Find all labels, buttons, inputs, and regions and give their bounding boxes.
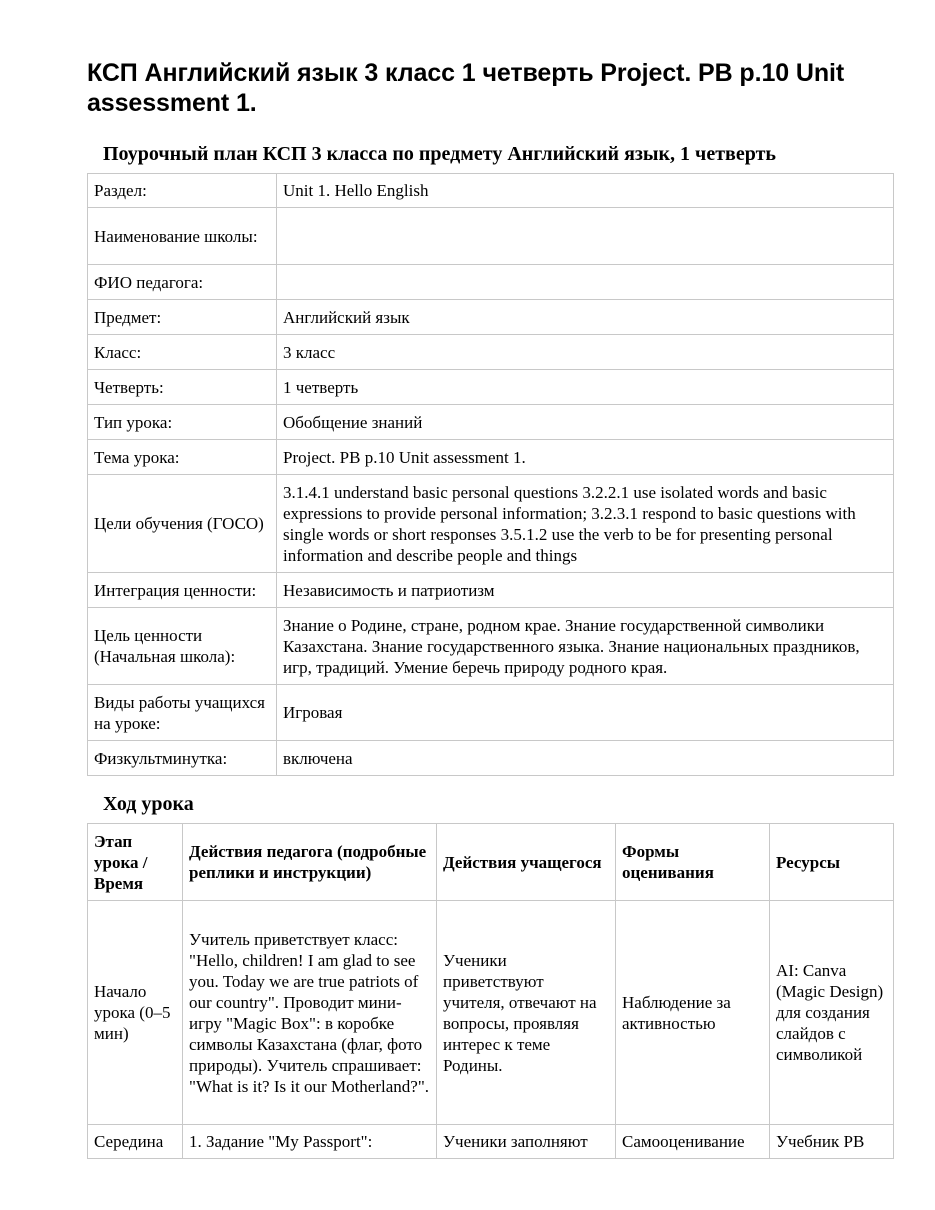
document-page bbox=[87, 58, 893, 1159]
table-row bbox=[88, 335, 894, 370]
info-label: Интеграция ценности: bbox=[88, 573, 277, 608]
course-heading: Ход урока bbox=[103, 793, 194, 815]
info-value: 3.1.4.1 understand basic personal questions 3.2.2.1 use isolated words and basic expressions to provide personal information; 3.2.3.1 respond to basic questions with single words or short responses 3.5.1.2 use the verb to be for presenting personal information and describe people and things bbox=[277, 475, 894, 573]
info-value: Знание о Родине, стране, родном крае. Знание государственной символики Казахстана. Знание государственного языка. Знание национальных праздников, игр, традиций. Умение беречь природу родного края. bbox=[277, 608, 894, 685]
table-cell: Учебник PB bbox=[770, 1125, 894, 1159]
table-row bbox=[88, 370, 894, 405]
info-label: Тема урока: bbox=[88, 440, 277, 475]
info-value: 1 четверть bbox=[277, 370, 894, 405]
info-value: Независимость и патриотизм bbox=[277, 573, 894, 608]
column-header: Этап урока / Время bbox=[88, 824, 183, 901]
info-value: включена bbox=[277, 741, 894, 776]
table-cell: Ученики приветствуют учителя, отвечают на вопросы, проявляя интерес к теме Родины. bbox=[437, 901, 616, 1125]
info-value: Project. PB p.10 Unit assessment 1. bbox=[277, 440, 894, 475]
table-row bbox=[88, 265, 894, 300]
info-value bbox=[277, 208, 894, 265]
info-label: Тип урока: bbox=[88, 405, 277, 440]
table-row bbox=[88, 901, 894, 1125]
document-title: КСП Английский язык 3 класс 1 четверть Project. PB p.10 Unit assessment 1. bbox=[87, 59, 845, 117]
table-row bbox=[88, 475, 894, 573]
column-header: Ресурсы bbox=[770, 824, 894, 901]
column-header: Формы оценивания bbox=[616, 824, 770, 901]
info-label: Физкультминутка: bbox=[88, 741, 277, 776]
column-header: Действия учащегося bbox=[437, 824, 616, 901]
lesson-table bbox=[87, 823, 894, 1159]
info-table bbox=[87, 173, 894, 776]
table-row bbox=[88, 1125, 894, 1159]
info-label: ФИО педагога: bbox=[88, 265, 277, 300]
info-value bbox=[277, 265, 894, 300]
table-cell: Середина bbox=[88, 1125, 183, 1159]
table-row bbox=[88, 685, 894, 741]
info-label: Предмет: bbox=[88, 300, 277, 335]
table-row bbox=[88, 573, 894, 608]
plan-heading: Поурочный план КСП 3 класса по предмету Английский язык, 1 четверть bbox=[103, 143, 776, 165]
table-cell: Наблюдение за активностью bbox=[616, 901, 770, 1125]
info-value: 3 класс bbox=[277, 335, 894, 370]
table-row bbox=[88, 440, 894, 475]
info-label: Наименование школы: bbox=[88, 208, 277, 265]
column-header: Действия педагога (подробные реплики и инструкции) bbox=[183, 824, 437, 901]
info-value: Английский язык bbox=[277, 300, 894, 335]
table-row bbox=[88, 174, 894, 208]
table-cell: 1. Задание "My Passport": bbox=[183, 1125, 437, 1159]
info-label: Раздел: bbox=[88, 174, 277, 208]
table-cell: Ученики заполняют bbox=[437, 1125, 616, 1159]
info-label: Цель ценности (Начальная школа): bbox=[88, 608, 277, 685]
table-cell: Учитель приветствует класс: "Hello, children! I am glad to see you. Today we are true patriots of our country". Проводит мини-игру "Magic Box": в коробке символы Казахстана (флаг, фото природы). Учитель спрашивает: "What is it? Is it our Motherland?". bbox=[183, 901, 437, 1125]
info-value: Unit 1. Hello English bbox=[277, 174, 894, 208]
table-cell: Начало урока (0–5 мин) bbox=[88, 901, 183, 1125]
info-label: Цели обучения (ГОСО) bbox=[88, 475, 277, 573]
info-label: Виды работы учащихся на уроке: bbox=[88, 685, 277, 741]
table-row bbox=[88, 300, 894, 335]
table-row bbox=[88, 741, 894, 776]
table-header-row bbox=[88, 824, 894, 901]
table-cell: Самооценивание bbox=[616, 1125, 770, 1159]
info-value: Обобщение знаний bbox=[277, 405, 894, 440]
table-row bbox=[88, 405, 894, 440]
table-cell: AI: Canva (Magic Design) для создания слайдов с символикой bbox=[770, 901, 894, 1125]
table-row bbox=[88, 608, 894, 685]
info-label: Четверть: bbox=[88, 370, 277, 405]
info-value: Игровая bbox=[277, 685, 894, 741]
info-label: Класс: bbox=[88, 335, 277, 370]
table-row bbox=[88, 208, 894, 265]
